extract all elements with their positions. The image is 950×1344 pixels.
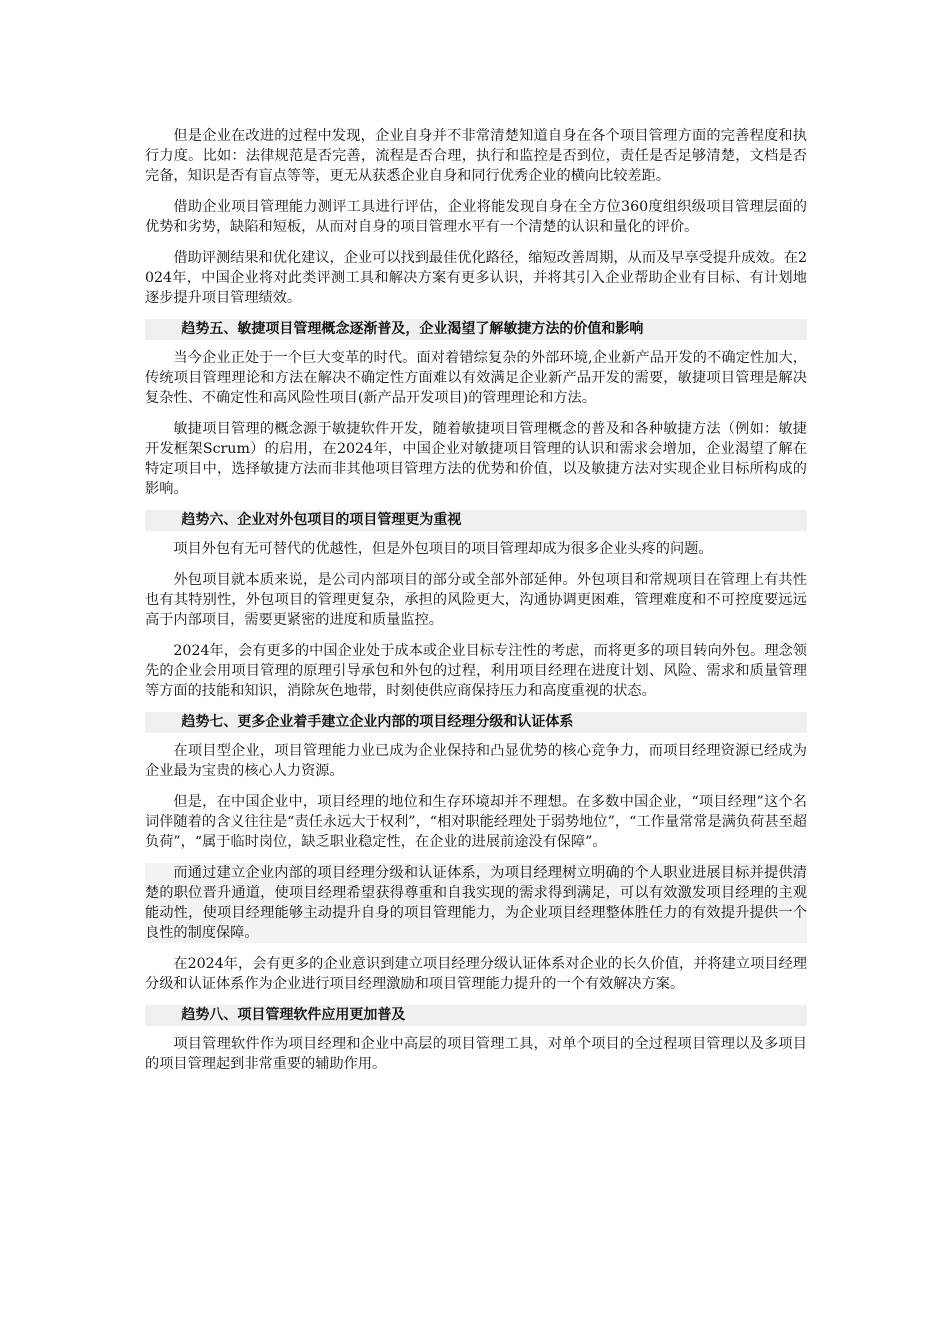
paragraph: 当今企业正处于一个巨大变革的时代。面对着错综复杂的外部环境,企业新产品开发的不确定性加大，传统项目管理理论和方法在解决不确定性方面难以有效满足企业新产品开发的需要，敏捷项目管理是解决复杂性、不确定性和高风险性项目(新产品开发项目)的管理理论和方法。 bbox=[145, 350, 807, 406]
paragraph: 外包项目就本质来说，是公司内部项目的部分或全部外部延伸。外包项目和常规项目在管理上有共性也有其特别性，外包项目的管理更复杂，承担的风险更大，沟通协调更困难，管理难度和不可控度要远远高于内部项目，需要更紧密的进度和质量监控。 bbox=[145, 572, 807, 628]
paragraph: 借助评测结果和优化建议，企业可以找到最佳优化路径，缩短改善周期，从而及早享受提升成效。在2024年，中国企业将对此类评测工具和解决方案有更多认识，并将其引入企业帮助企业有目标、有计划地逐步提升项目管理绩效。 bbox=[145, 250, 807, 306]
paragraph: 2024年，会有更多的中国企业处于成本或企业目标专注性的考虑，而将更多的项目转向外包。理念领先的企业会用项目管理的原理引导承包和外包的过程，利用项目经理在进度计划、风险、需求和质量管理等方面的技能和知识，消除灰色地带，时刻使供应商保持压力和高度重视的状态。 bbox=[145, 643, 807, 699]
paragraph: 但是企业在改进的过程中发现，企业自身并不非常清楚知道自身在各个项目管理方面的完善程度和执行力度。比如：法律规范是否完善，流程是否合理，执行和监控是否到位，责任是否足够清楚，文档是否完备，知识是否有盲点等等，更无从获悉企业自身和同行优秀企业的横向比较差距。 bbox=[145, 128, 807, 184]
paragraph: 项目管理软件作为项目经理和企业中高层的项目管理工具，对单个项目的全过程项目管理以及多项目的项目管理起到非常重要的辅助作用。 bbox=[145, 1036, 807, 1072]
paragraph: 在2024年，会有更多的企业意识到建立项目经理分级认证体系对企业的长久价值，并将建立项目经理分级和认证体系作为企业进行项目经理激励和项目管理能力提升的一个有效解决方案。 bbox=[145, 956, 807, 992]
document-page bbox=[145, 126, 807, 1085]
paragraph: 敏捷项目管理的概念源于敏捷软件开发，随着敏捷项目管理概念的普及和各种敏捷方法（例如：敏捷开发框架Scrum）的启用，在2024年，中国企业对敏捷项目管理的认识和需求会增加，企业渴望了解在特定项目中，选择敏捷方法而非其他项目管理方法的优势和价值，以及敏捷方法对实现企业目标所构成的影响。 bbox=[145, 421, 807, 497]
paragraph: 借助企业项目管理能力测评工具进行评估，企业将能发现自身在全方位360度组织级项目管理层面的优势和劣势，缺陷和短板，从而对自身的项目管理水平有一个清楚的认识和量化的评价。 bbox=[145, 199, 807, 235]
section-heading-trend-8: 趋势八、项目管理软件应用更加普及 bbox=[145, 1005, 807, 1026]
paragraph: 在项目型企业，项目管理能力业已成为企业保持和凸显优势的核心竞争力，而项目经理资源已经成为企业最为宝贵的核心人力资源。 bbox=[145, 743, 807, 779]
section-heading-trend-7: 趋势七、更多企业着手建立企业内部的项目经理分级和认证体系 bbox=[145, 712, 807, 733]
paragraph: 项目外包有无可替代的优越性，但是外包项目的项目管理却成为很多企业头疼的问题。 bbox=[173, 541, 713, 557]
section-heading-trend-6: 趋势六、企业对外包项目的项目管理更为重视 bbox=[145, 510, 807, 531]
paragraph: 但是，在中国企业中，项目经理的地位和生存环境却并不理想。在多数中国企业，“项目经理”这个名词伴随着的含义往往是“责任永远大于权利”，“相对职能经理处于弱势地位”，“工作量常常是满负荷甚至超负荷”，“属于临时岗位，缺乏职业稳定性，在企业的进展前途没有保障”。 bbox=[145, 794, 807, 850]
section-heading-trend-5: 趋势五、敏捷项目管理概念逐渐普及，企业渴望了解敏捷方法的价值和影响 bbox=[145, 319, 807, 340]
paragraph: 而通过建立企业内部的项目经理分级和认证体系，为项目经理树立明确的个人职业进展目标并提供清楚的职位晋升通道，使项目经理希望获得尊重和自我实现的需求得到满足，可以有效激发项目经理的主观能动性，使项目经理能够主动提升自身的项目管理能力，为企业项目经理整体胜任力的有效提升提供一个良性的制度保障。 bbox=[145, 865, 807, 941]
